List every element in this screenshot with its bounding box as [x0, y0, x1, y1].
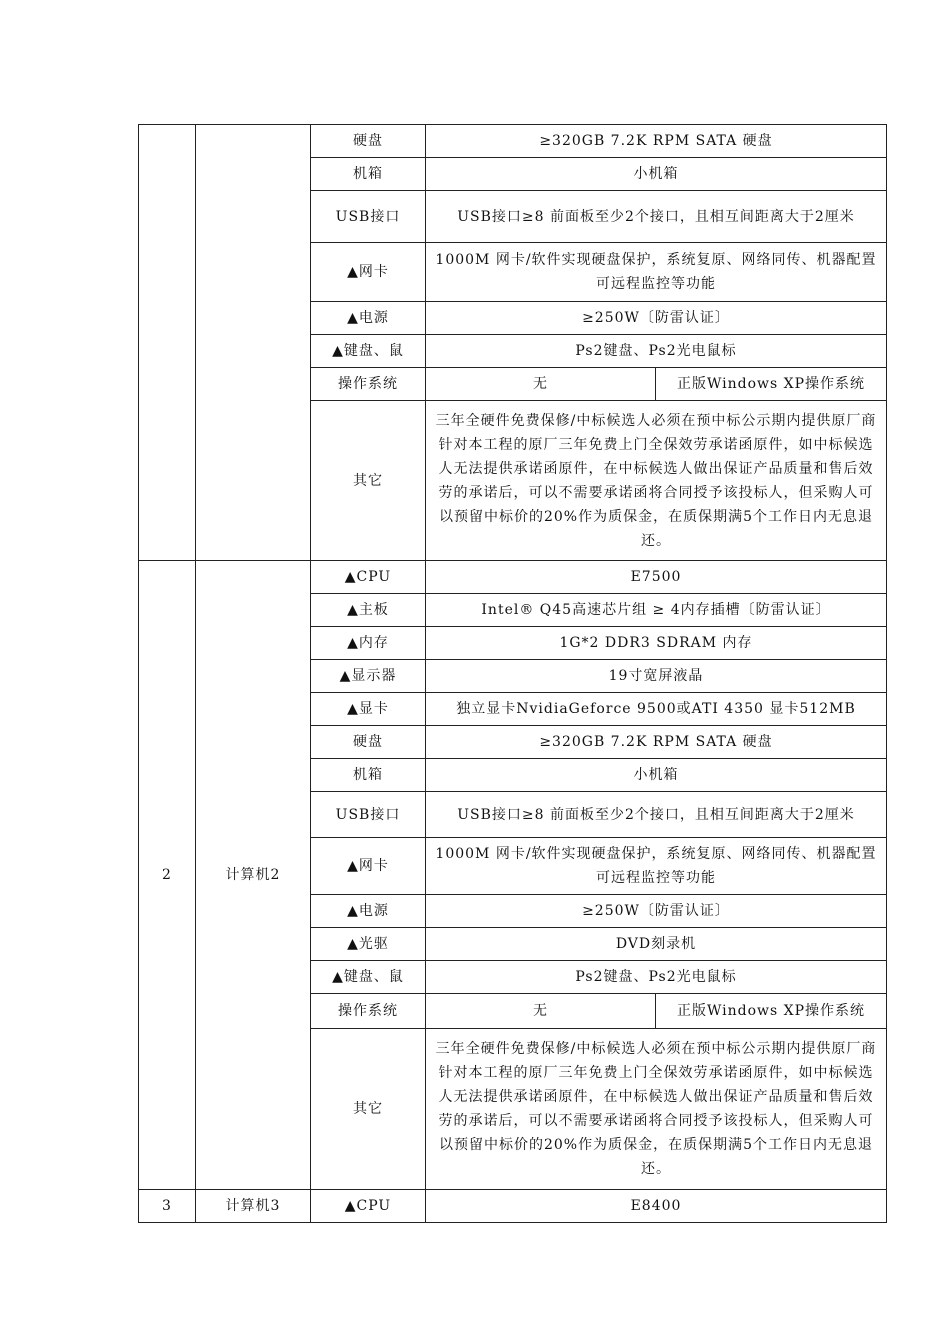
item-number-cell [139, 125, 196, 561]
component-spec: ≥320GB 7.2K RPM SATA 硬盘 [426, 125, 887, 158]
component-spec: USB接口≥8 前面板至少2个接口，且相互间距离大于2厘米 [426, 792, 887, 838]
component-spec: ≥250W〔防雷认证〕 [426, 895, 887, 928]
component-spec: Ps2键盘、Ps2光电鼠标 [426, 961, 887, 994]
component-spec: Ps2键盘、Ps2光电鼠标 [426, 335, 887, 368]
component-label: ▲键盘、鼠 [311, 961, 426, 994]
component-spec: 三年全硬件免费保修/中标候选人必须在预中标公示期内提供原厂商针对本工程的原厂三年免费上门全保效劳承诺函原件，如中标候选人无法提供承诺函原件，在中标候选人做出保证产品质量和售后效劳的承诺后，可以不需要承诺函将合同授予该投标人，但采购人可以预留中标价的20%作为质保金，在质保期满5个工作日内无息退还。 [426, 1029, 887, 1190]
component-spec: E8400 [426, 1190, 887, 1223]
component-label: 机箱 [311, 759, 426, 792]
component-label: USB接口 [311, 792, 426, 838]
component-label: 操作系统 [311, 994, 426, 1029]
component-spec: ≥250W〔防雷认证〕 [426, 302, 887, 335]
os-option: 正版Windows XP操作系统 [656, 368, 887, 401]
component-spec: E7500 [426, 561, 887, 594]
component-label: 机箱 [311, 158, 426, 191]
component-spec: ≥320GB 7.2K RPM SATA 硬盘 [426, 726, 887, 759]
component-label: ▲电源 [311, 302, 426, 335]
component-label: 硬盘 [311, 726, 426, 759]
component-spec: USB接口≥8 前面板至少2个接口，且相互间距离大于2厘米 [426, 191, 887, 243]
component-label: ▲网卡 [311, 838, 426, 895]
component-spec: 小机箱 [426, 759, 887, 792]
table-row [139, 1190, 887, 1223]
item-name: 计算机2 [196, 561, 311, 1190]
component-spec: Intel® Q45高速芯片组 ≥ 4内存插槽〔防雷认证〕 [426, 594, 887, 627]
component-label: 其它 [311, 401, 426, 561]
component-label: 其它 [311, 1029, 426, 1190]
component-label: ▲光驱 [311, 928, 426, 961]
component-spec: 小机箱 [426, 158, 887, 191]
component-label: ▲主板 [311, 594, 426, 627]
component-label: ▲键盘、鼠 [311, 335, 426, 368]
item-name-cell [196, 125, 311, 561]
component-label: ▲CPU [311, 561, 426, 594]
component-spec: 1G*2 DDR3 SDRAM 内存 [426, 627, 887, 660]
item-number: 3 [139, 1190, 196, 1223]
component-label: ▲电源 [311, 895, 426, 928]
os-option: 正版Windows XP操作系统 [656, 994, 887, 1029]
item-name: 计算机3 [196, 1190, 311, 1223]
item-number: 2 [139, 561, 196, 1190]
table-row [139, 125, 887, 158]
component-label: ▲显卡 [311, 693, 426, 726]
component-label: 硬盘 [311, 125, 426, 158]
component-spec: 独立显卡NvidiaGeforce 9500或ATI 4350 显卡512MB [426, 693, 887, 726]
component-label: ▲CPU [311, 1190, 426, 1223]
component-spec: 1000M 网卡/软件实现硬盘保护，系统复原、网络同传、机器配置可远程监控等功能 [426, 838, 887, 895]
os-option: 无 [426, 994, 656, 1029]
component-label: 操作系统 [311, 368, 426, 401]
component-label: ▲内存 [311, 627, 426, 660]
component-spec: DVD刻录机 [426, 928, 887, 961]
table-row [139, 561, 887, 594]
component-label: USB接口 [311, 191, 426, 243]
os-option: 无 [426, 368, 656, 401]
component-label: ▲网卡 [311, 243, 426, 302]
component-spec: 19寸宽屏液晶 [426, 660, 887, 693]
component-spec: 1000M 网卡/软件实现硬盘保护，系统复原、网络同传、机器配置可远程监控等功能 [426, 243, 887, 302]
component-label: ▲显示器 [311, 660, 426, 693]
spec-table [138, 124, 887, 1223]
component-spec: 三年全硬件免费保修/中标候选人必须在预中标公示期内提供原厂商针对本工程的原厂三年免费上门全保效劳承诺函原件，如中标候选人无法提供承诺函原件，在中标候选人做出保证产品质量和售后效劳的承诺后，可以不需要承诺函将合同授予该投标人，但采购人可以预留中标价的20%作为质保金，在质保期满5个工作日内无息退还。 [426, 401, 887, 561]
